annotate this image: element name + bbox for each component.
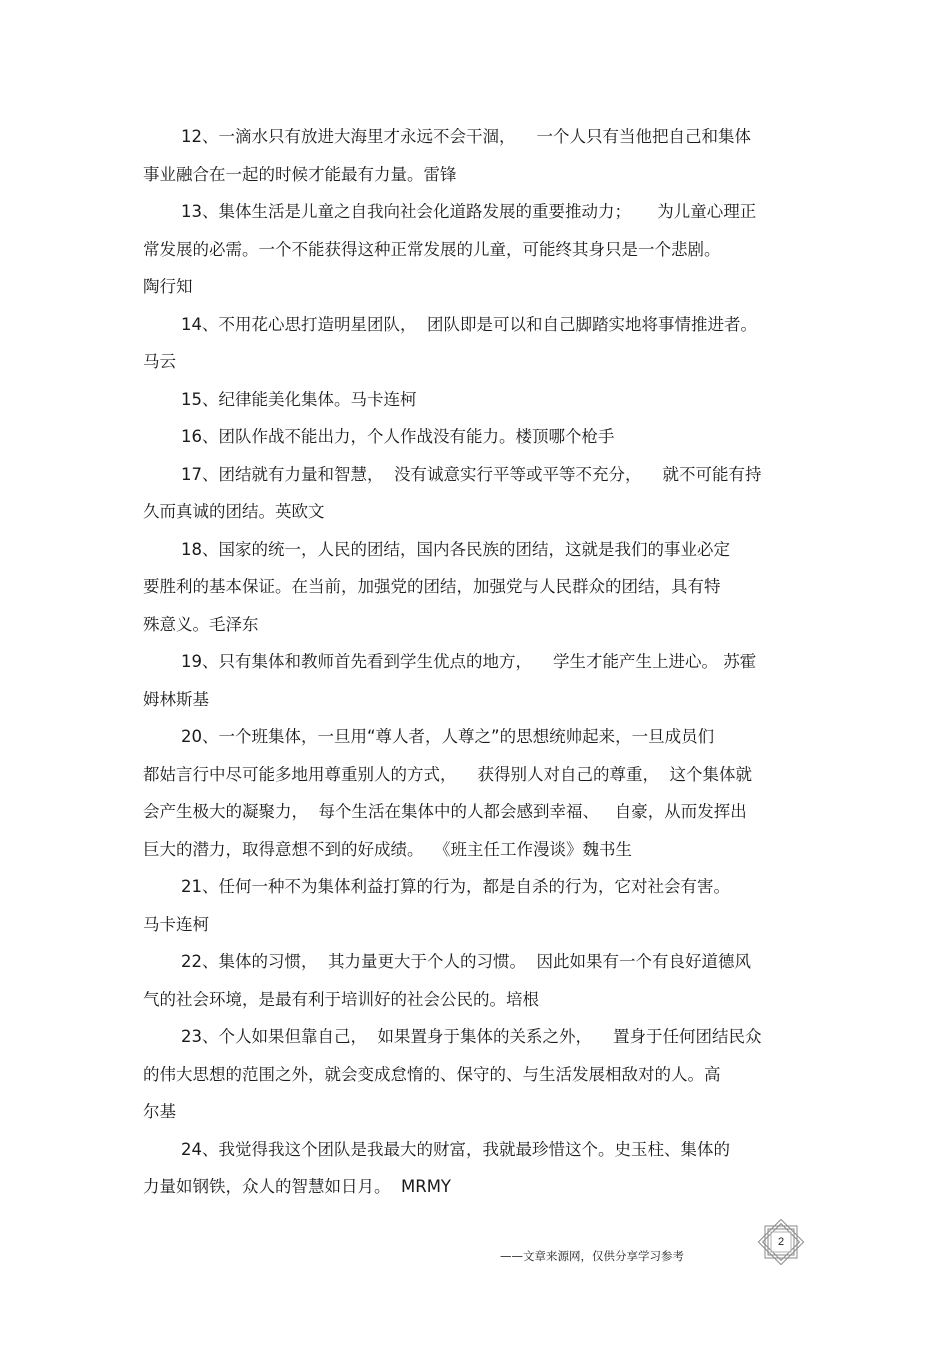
quote-line: 常发展的必需。一个不能获得这种正常发展的儿童，可能终其身只是一个悲剧。 — [143, 239, 721, 259]
quote-item — [143, 193, 808, 306]
quote-line: 14、不用花心思打造明星团队， 团队即是可以和自己脚踏实地将事情推进者。 — [181, 314, 757, 334]
quote-line: 23、个人如果但靠自己， 如果置身于集体的关系之外， 置身于任何团结民众 — [181, 1027, 762, 1046]
quote-line: 12、一滴水只有放进大海里才永远不会干涸， 一个人只有当他把自己和集体 — [181, 127, 751, 146]
quote-line: 16、团队作战不能出力，个人作战没有能力。楼顶哪个枪手 — [181, 427, 615, 446]
page-number-badge — [756, 1219, 806, 1265]
quote-line: 马卡连柯 — [143, 914, 209, 934]
quote-line: 20、一个班集体，一旦用“尊人者，人尊之”的思想统帅起来，一旦成员们 — [181, 727, 715, 746]
quote-line: 气的社会环境，是最有利于培训好的社会公民的。培根 — [143, 989, 539, 1009]
source-note: ——文章来源网，仅供分享学习参考 — [500, 1249, 684, 1263]
quote-item — [143, 643, 808, 718]
quote-item — [143, 381, 808, 419]
quote-line: 会产生极大的凝聚力， 每个生活在集体中的人都会感到幸福、 自豪，从而发挥出 — [143, 802, 747, 821]
quote-line: 要胜利的基本保证。在当前，加强党的团结，加强党与人民群众的团结，具有特 — [143, 577, 721, 596]
quote-item — [143, 943, 808, 1018]
quote-line: 陶行知 — [143, 277, 193, 296]
quote-item — [143, 118, 808, 193]
quote-line: 巨大的潜力，取得意想不到的好成绩。 《班主任工作漫谈》魏书生 — [143, 839, 632, 859]
quote-line: 尔基 — [143, 1102, 176, 1121]
quote-item — [143, 1018, 808, 1131]
quote-item — [143, 306, 808, 381]
quote-line: 殊意义。毛泽东 — [143, 614, 259, 634]
quote-line: 19、只有集体和教师首先看到学生优点的地方， 学生才能产生上进心。 苏霍 — [181, 652, 757, 671]
quote-item — [143, 531, 808, 644]
quote-line: 马云 — [143, 352, 176, 371]
quote-line: 力量如钢铁，众人的智慧如日月。 MRMY — [143, 1177, 452, 1196]
quote-line: 15、纪律能美化集体。马卡连柯 — [181, 389, 417, 409]
quote-line: 13、集体生活是儿童之自我向社会化道路发展的重要推动力； 为儿童心理正 — [181, 202, 757, 221]
quote-line: 事业融合在一起的时候才能最有力量。雷锋 — [143, 164, 457, 184]
quote-line: 姆林斯基 — [143, 689, 209, 709]
quote-item — [143, 418, 808, 456]
quote-item — [143, 718, 808, 868]
quote-item — [143, 456, 808, 531]
quote-line: 的伟大思想的范围之外，就会变成怠惰的、保守的、与生活发展相敌对的人。高 — [143, 1064, 721, 1084]
quote-line: 21、任何一种不为集体利益打算的行为，都是自杀的行为，它对社会有害。 — [181, 877, 730, 896]
quote-item — [143, 868, 808, 943]
quote-line: 17、团结就有力量和智慧， 没有诚意实行平等或平等不充分， 就不可能有持 — [181, 464, 762, 484]
quote-line: 久而真诚的团结。英欧文 — [143, 502, 325, 521]
quote-line: 都姑言行中尽可能多地用尊重别人的方式， 获得别人对自己的尊重， 这个集体就 — [143, 764, 752, 784]
quote-list — [143, 118, 808, 1206]
quote-line: 24、我觉得我这个团队是我最大的财富，我就最珍惜这个。史玉柱、集体的 — [181, 1139, 730, 1159]
page-number: 2 — [777, 1236, 785, 1248]
quote-line: 22、集体的习惯， 其力量更大于个人的习惯。 因此如果有一个有良好道德风 — [181, 952, 751, 971]
quote-item — [143, 1131, 808, 1206]
quote-line: 18、国家的统一，人民的团结，国内各民族的团结，这就是我们的事业必定 — [181, 539, 730, 559]
